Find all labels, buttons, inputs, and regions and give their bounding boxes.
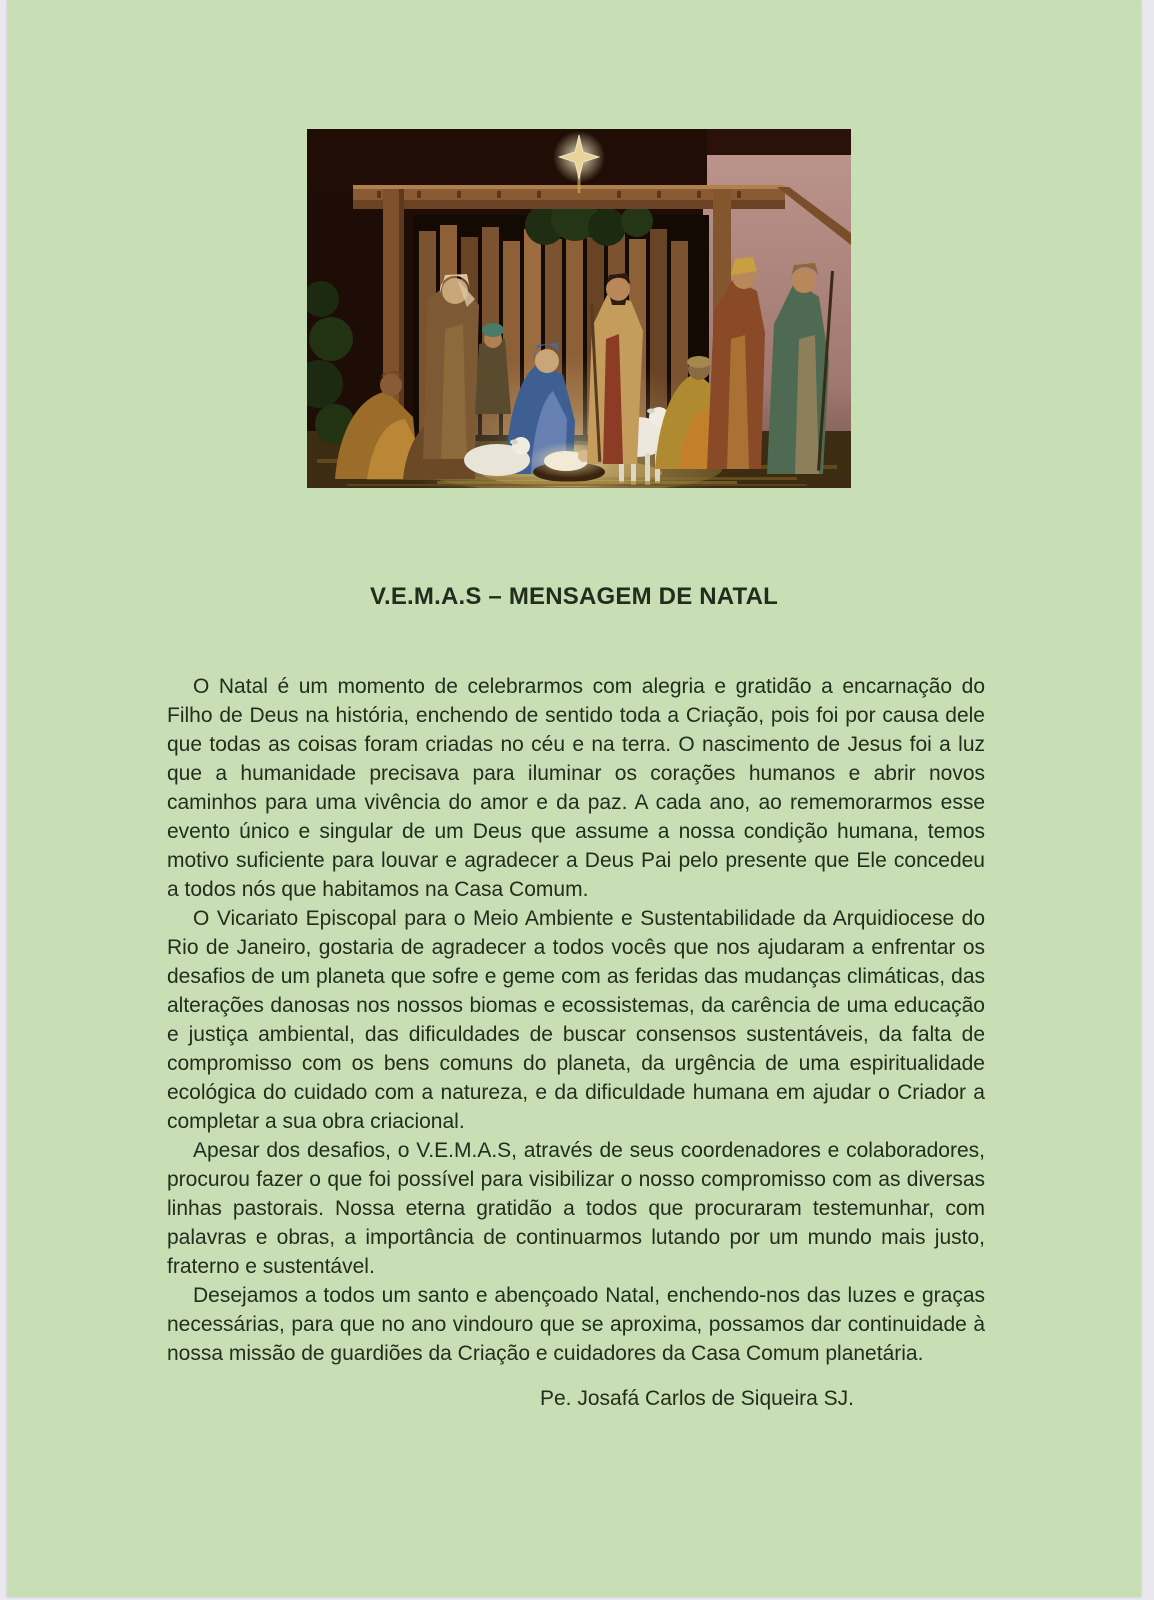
paragraph-2: O Vicariato Episcopal para o Meio Ambiente e Sustentabilidade da Arquidiocese do Rio de Janeiro, gostaria de agradecer a todos vocês que nos ajudaram a enfrentar os desafios de um planeta que sofre e geme com as feridas das mudanças climáticas, das alterações danosas nos nossos biomas e ecossistemas, da carência de uma educação e justiça ambiental, das dificuldades de buscar consensos sustentáveis, da falta de compromisso com os bens comuns do planeta, da urgência de uma espiritualidade ecológica do cuidado com a natureza, e da dificuldade humana em ajudar o Criador a completar a sua obra criacional.: [167, 907, 985, 1133]
paragraph-1: O Natal é um momento de celebrarmos com alegria e gratidão a encarnação do Filho de Deus na história, enchendo de sentido toda a Criação, pois foi por causa dele que todas as coisas foram criadas no céu e na terra. O nascimento de Jesus foi a luz que a humanidade precisava para iluminar os corações humanos e abrir novos caminhos para uma vivência do amor e da paz. A cada ano, ao rememorarmos esse evento único e singular de um Deus que assume a nossa condição humana, temos motivo suficiente para louvar e agradecer a Deus Pai pelo presente que Ele concedeu a todos nós que habitamos na Casa Comum.: [167, 675, 985, 901]
nativity-scene-illustration: [307, 129, 851, 488]
signature: Pe. Josafá Carlos de Siqueira SJ.: [540, 1387, 854, 1410]
message-body: [167, 672, 985, 1368]
document-page: [7, 0, 1141, 1597]
page-title: V.E.M.A.S – MENSAGEM DE NATAL: [369, 583, 779, 610]
paragraph-4: Desejamos a todos um santo e abençoado Natal, enchendo-nos das luzes e graças necessárias, para que no ano vindouro que se aproxima, possamos dar continuidade à nossa missão de guardiões da Criação e cuidadores da Casa Comum planetária.: [167, 1284, 985, 1365]
nativity-scene-image: [307, 129, 851, 488]
paragraph-3: Apesar dos desafios, o V.E.M.A.S, através de seus coordenadores e colaboradores, procurou fazer o que foi possível para visibilizar o nosso compromisso com as diversas linhas pastorais. Nossa eterna gratidão a todos que procuraram testemunhar, com palavras e obras, a importância de continuarmos lutando por um mundo mais justo, fraterno e sustentável.: [167, 1139, 985, 1278]
